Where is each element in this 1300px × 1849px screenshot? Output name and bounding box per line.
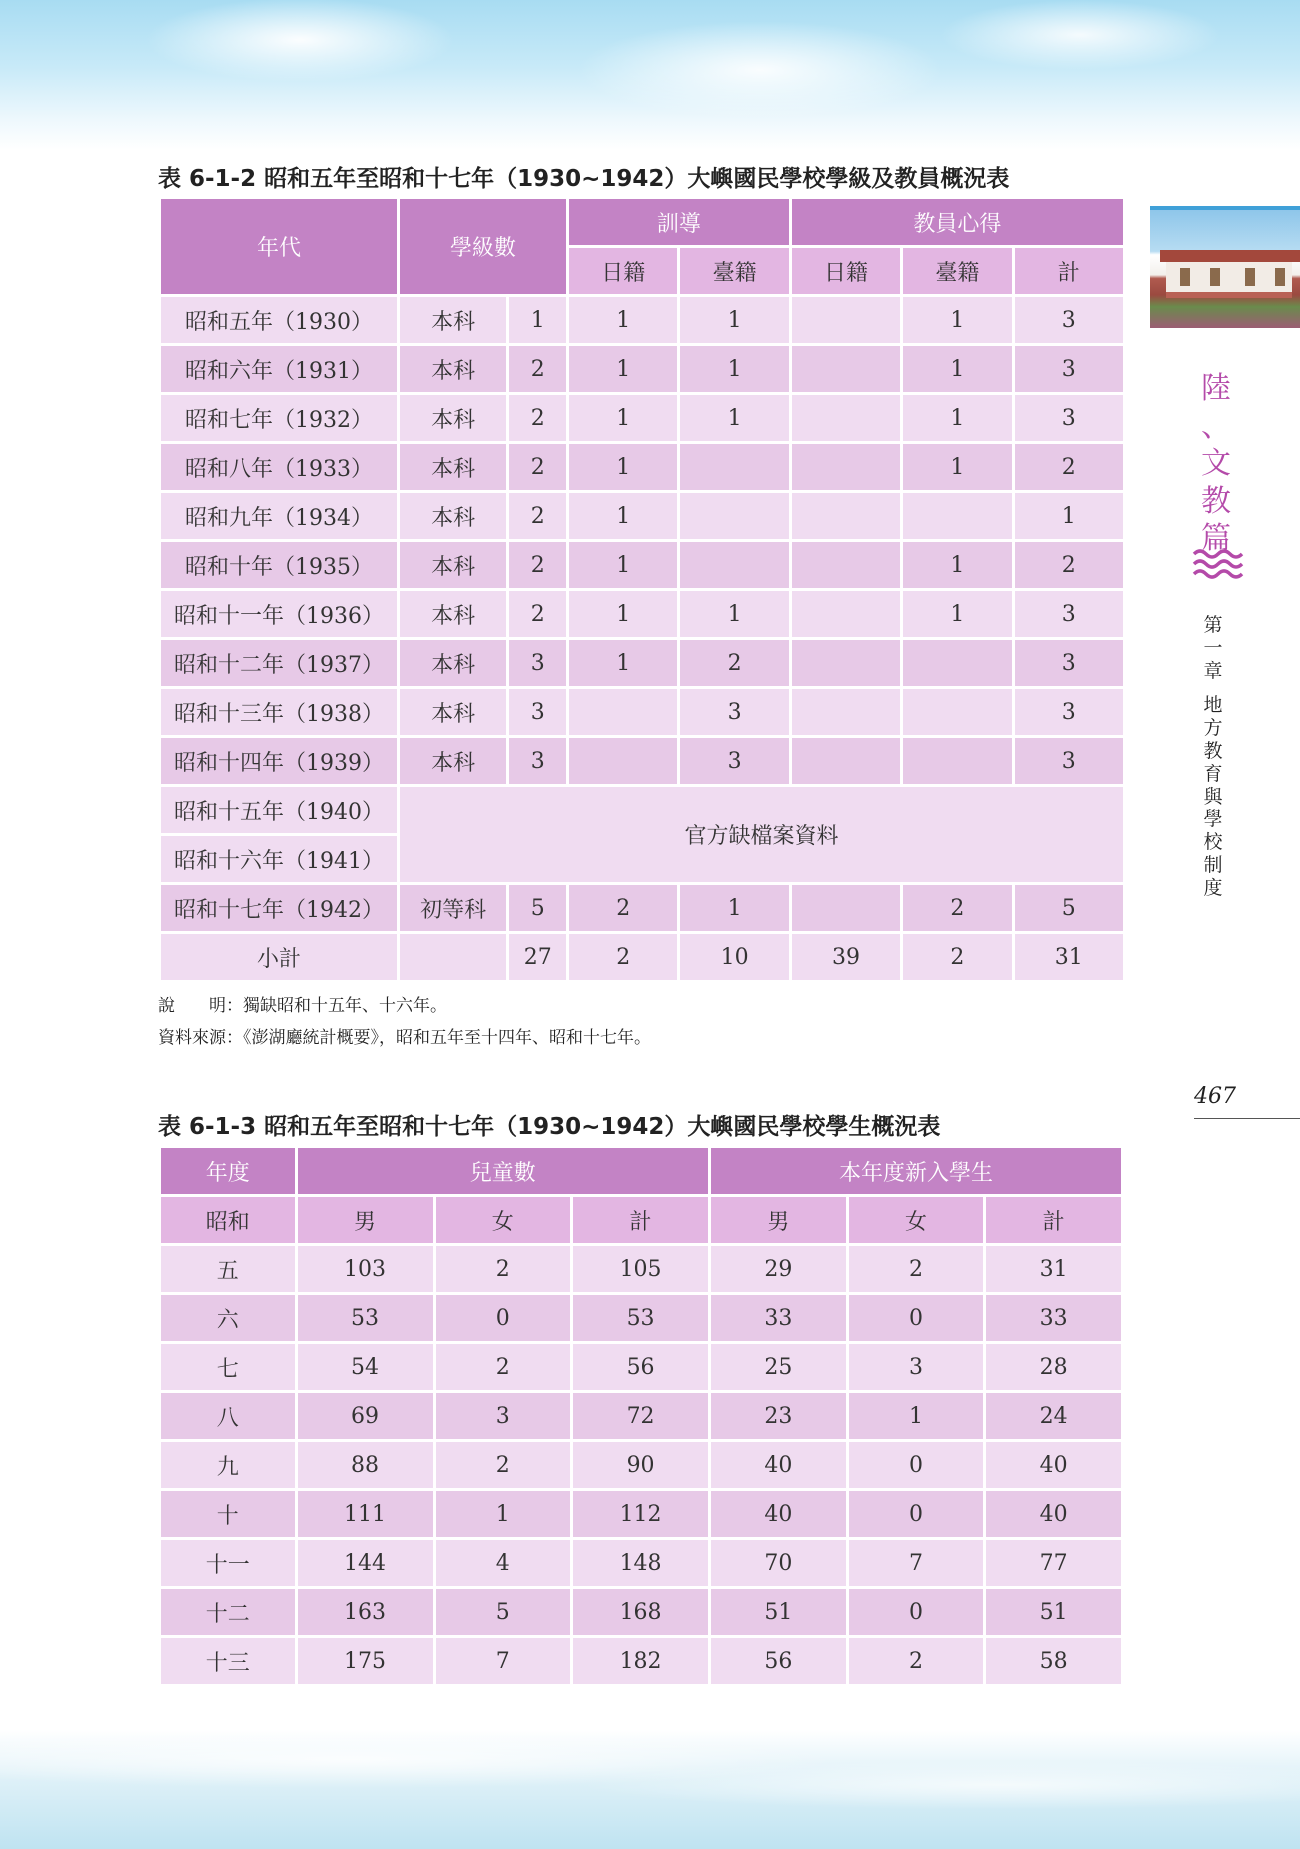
school-building-photo [1150,206,1300,328]
cell-year: 昭和十五年（1940） [161,787,397,833]
cell-heart-jp [792,542,900,588]
cell-classes: 2 [509,591,566,637]
cell-new-male: 29 [711,1246,846,1292]
chapter-char: 制 [1203,853,1223,876]
cell-children-female: 1 [436,1491,571,1537]
part-title [1196,370,1236,558]
cell-total: 3 [1015,640,1123,686]
cell-heart-tw [903,738,1011,784]
page-number: 467 [1194,1084,1236,1109]
table2-students [158,1145,1124,1687]
cell-classes: 1 [509,297,566,343]
cell-new-male: 25 [711,1344,846,1390]
header-new-students: 本年度新入學生 [711,1148,1121,1194]
cell-children-total: 105 [573,1246,708,1292]
cell-heart-jp [792,689,900,735]
table-row [161,346,1123,392]
table-row [161,1589,1121,1635]
cell-new-male: 56 [711,1638,846,1684]
cell-children-total: 182 [573,1638,708,1684]
chapter-char: 地 [1203,694,1223,717]
part-title-char: 教 [1201,483,1231,519]
cell-type: 本科 [400,395,506,441]
table-row [161,1344,1121,1390]
table-row [161,1295,1121,1341]
cell-children-female: 2 [436,1442,571,1488]
cell-teaching-jp: 1 [569,640,677,686]
cell-teaching-tw: 1 [680,885,788,931]
cell-heart-tw: 2 [903,885,1011,931]
cell-heart-jp [792,395,900,441]
chapter-char: 教 [1203,739,1223,762]
table-row [161,1491,1121,1537]
header-new-total: 計 [986,1197,1121,1243]
cell-type: 本科 [400,444,506,490]
cell-heart-tw [903,689,1011,735]
part-title-char: 、 [1201,408,1231,444]
cell-teaching-jp: 2 [569,885,677,931]
header-teaching-japanese: 日籍 [569,248,677,294]
header-total: 計 [1015,248,1123,294]
cell-total: 3 [1015,738,1123,784]
cell-new-total: 33 [986,1295,1121,1341]
sea-banner [0,1730,1300,1849]
cell-total: 3 [1015,297,1123,343]
cell-heart-tw: 1 [903,346,1011,392]
cell-children-female: 5 [436,1589,571,1635]
cell-children-female: 2 [436,1344,571,1390]
cell-teaching-jp: 1 [569,444,677,490]
cell-children-total: 112 [573,1491,708,1537]
cell-year: 昭和六年（1931） [161,346,397,392]
cell-teaching-jp [569,689,677,735]
cell-children-male: 53 [298,1295,433,1341]
cell-classes: 2 [509,395,566,441]
header-new-female: 女 [849,1197,984,1243]
cell-children-male: 111 [298,1491,433,1537]
cell-teaching-tw: 1 [680,591,788,637]
cell-new-total: 28 [986,1344,1121,1390]
cell-year: 昭和十七年（1942） [161,885,397,931]
chapter-char: 育 [1203,762,1223,785]
cell-teaching-jp: 1 [569,346,677,392]
table-row [161,885,1123,931]
cell-new-female: 2 [849,1638,984,1684]
chapter-char: 學 [1203,808,1223,831]
cell-new-total: 31 [986,1246,1121,1292]
cell-type: 本科 [400,738,506,784]
cell-teaching-tw [680,444,788,490]
cell-children-total: 53 [573,1295,708,1341]
cell-heart-jp [792,297,900,343]
cell-classes: 2 [509,542,566,588]
chapter-char: 與 [1203,785,1223,808]
cell-heart-jp [792,591,900,637]
chapter-char: 一 [1203,636,1223,659]
page-number-rule [1194,1118,1300,1119]
cell-teaching-tw: 1 [680,395,788,441]
chapter-char: 章 [1203,659,1223,682]
cell-new-female: 7 [849,1540,984,1586]
cell-new-female: 1 [849,1393,984,1439]
cell-children-male: 88 [298,1442,433,1488]
header-new-male: 男 [711,1197,846,1243]
cell-new-female: 2 [849,1246,984,1292]
cell-heart-tw: 1 [903,542,1011,588]
table-row [161,1442,1121,1488]
chapter-title [1200,614,1226,900]
cell-year: 五 [161,1246,295,1292]
header-teacher-heart: 教員心得 [792,199,1123,245]
cell-teaching-tw: 2 [680,640,788,686]
cell-heart-jp [792,640,900,686]
cell-teaching-tw: 10 [680,934,788,980]
header-year: 年代 [161,199,397,294]
cell-heart-jp [792,738,900,784]
cell-children-male: 163 [298,1589,433,1635]
cell-year: 昭和十二年（1937） [161,640,397,686]
table1-note: 說 明：獨缺昭和十五年、十六年。 [158,996,447,1016]
cell-total: 5 [1015,885,1123,931]
table-row [161,1246,1121,1292]
table-row [161,1393,1121,1439]
cell-heart-tw: 1 [903,444,1011,490]
table-row [161,1638,1121,1684]
table2-caption: 表 6-1-3 昭和五年至昭和十七年（1930~1942）大嶼國民學校學生概況表 [158,1114,941,1140]
header-year: 年度 [161,1148,295,1194]
table1-caption: 表 6-1-2 昭和五年至昭和十七年（1930~1942）大嶼國民學校學級及教員概況表 [158,166,1010,192]
cell-year: 昭和十四年（1939） [161,738,397,784]
cell-total: 3 [1015,591,1123,637]
sky-banner [0,0,1300,150]
cell-heart-jp [792,346,900,392]
cell-classes: 3 [509,689,566,735]
cell-new-female: 0 [849,1589,984,1635]
header-children: 兒童數 [298,1148,708,1194]
cell-year: 昭和十六年（1941） [161,836,397,882]
cell-year: 十 [161,1491,295,1537]
cell-children-male: 144 [298,1540,433,1586]
cell-year: 昭和八年（1933） [161,444,397,490]
cell-type: 初等科 [400,885,506,931]
cell-classes: 5 [509,885,566,931]
cell-children-female: 0 [436,1295,571,1341]
cell-teaching-tw: 3 [680,738,788,784]
chapter-char: 方 [1203,717,1223,740]
cell-new-male: 33 [711,1295,846,1341]
header-classes: 學級數 [400,199,566,294]
cell-teaching-tw [680,542,788,588]
header-era: 昭和 [161,1197,295,1243]
cell-total: 3 [1015,346,1123,392]
cell-children-female: 7 [436,1638,571,1684]
cell-classes: 3 [509,738,566,784]
cell-children-female: 4 [436,1540,571,1586]
cell-total: 2 [1015,444,1123,490]
cell-year: 昭和七年（1932） [161,395,397,441]
cell-heart-tw: 1 [903,297,1011,343]
cell-heart-jp [792,885,900,931]
cell-new-total: 24 [986,1393,1121,1439]
cell-children-male: 103 [298,1246,433,1292]
cell-classes: 2 [509,444,566,490]
cell-children-male: 54 [298,1344,433,1390]
cell-type: 本科 [400,493,506,539]
cell-year: 九 [161,1442,295,1488]
subtotal-label: 小計 [161,934,397,980]
cell-children-total: 90 [573,1442,708,1488]
cell-children-total: 168 [573,1589,708,1635]
cell-teaching-jp [569,738,677,784]
table-row [161,787,1123,833]
cell-children-male: 69 [298,1393,433,1439]
cell-new-female: 3 [849,1344,984,1390]
cell-new-total: 77 [986,1540,1121,1586]
cell-heart-tw: 2 [903,934,1011,980]
cell-new-male: 23 [711,1393,846,1439]
cell-classes: 2 [509,346,566,392]
cell-type: 本科 [400,297,506,343]
cell-year: 十三 [161,1638,295,1684]
cell-teaching-tw: 1 [680,297,788,343]
table-row [161,689,1123,735]
table-row [161,591,1123,637]
header-children-male: 男 [298,1197,433,1243]
cell-children-total: 72 [573,1393,708,1439]
cell-teaching-jp: 1 [569,395,677,441]
cell-new-female: 0 [849,1442,984,1488]
table-row [161,542,1123,588]
cell-year: 十二 [161,1589,295,1635]
cell-year: 十一 [161,1540,295,1586]
cell-new-total: 40 [986,1491,1121,1537]
table1-source: 資料來源：《澎湖廳統計概要》，昭和五年至十四年、昭和十七年。 [158,1028,651,1048]
cell-classes: 3 [509,640,566,686]
subtotal-row [161,934,1123,980]
cell-type: 本科 [400,542,506,588]
cell-year: 七 [161,1344,295,1390]
cell-total: 2 [1015,542,1123,588]
part-title-char: 篇 [1201,521,1231,556]
cell-children-female: 2 [436,1246,571,1292]
cell-teaching-tw: 3 [680,689,788,735]
table-row [161,297,1123,343]
cell-new-total: 58 [986,1638,1121,1684]
cell-total: 3 [1015,395,1123,441]
cell-children-total: 148 [573,1540,708,1586]
cell-heart-jp: 39 [792,934,900,980]
table-row [161,444,1123,490]
missing-data-note: 官方缺檔案資料 [400,787,1123,882]
header-teaching: 訓導 [569,199,789,245]
cell-new-total: 40 [986,1442,1121,1488]
chapter-char: 度 [1203,876,1223,899]
cell-teaching-jp: 1 [569,493,677,539]
cell-year: 昭和十一年（1936） [161,591,397,637]
table1-classes-teachers [158,196,1126,983]
cell-heart-tw [903,493,1011,539]
cell-teaching-jp: 2 [569,934,677,980]
cell-classes: 2 [509,493,566,539]
table-row [161,493,1123,539]
cell-teaching-jp: 1 [569,591,677,637]
cell-year: 昭和五年（1930） [161,297,397,343]
chapter-char: 校 [1203,831,1223,854]
cell-total: 3 [1015,689,1123,735]
cell-teaching-tw [680,493,788,539]
cell-heart-tw: 1 [903,395,1011,441]
cell-heart-tw: 1 [903,591,1011,637]
wave-decoration-icon [1192,548,1244,584]
chapter-char: 第 [1203,614,1223,636]
cell-year: 昭和十三年（1938） [161,689,397,735]
cell-new-female: 0 [849,1491,984,1537]
cell-new-female: 0 [849,1295,984,1341]
cell-classes: 27 [509,934,566,980]
part-title-char: 陸 [1201,371,1231,406]
cell-children-female: 3 [436,1393,571,1439]
part-title-char: 文 [1201,446,1231,481]
cell-teaching-tw: 1 [680,346,788,392]
cell-children-male: 175 [298,1638,433,1684]
cell-year: 昭和十年（1935） [161,542,397,588]
cell-heart-jp [792,493,900,539]
cell-year: 六 [161,1295,295,1341]
cell-teaching-jp: 1 [569,297,677,343]
table-row [161,640,1123,686]
cell-new-male: 70 [711,1540,846,1586]
header-heart-taiwanese: 臺籍 [903,248,1011,294]
cell-total: 1 [1015,493,1123,539]
table-row [161,395,1123,441]
cell-year: 昭和九年（1934） [161,493,397,539]
cell-new-male: 51 [711,1589,846,1635]
cell-new-male: 40 [711,1442,846,1488]
header-children-total: 計 [573,1197,708,1243]
cell-new-total: 51 [986,1589,1121,1635]
cell-new-male: 40 [711,1491,846,1537]
header-children-female: 女 [436,1197,571,1243]
table-row [161,738,1123,784]
cell-heart-jp [792,444,900,490]
cell-total: 31 [1015,934,1123,980]
cell-type [400,934,506,980]
cell-type: 本科 [400,640,506,686]
cell-type: 本科 [400,591,506,637]
cell-type: 本科 [400,346,506,392]
header-teaching-taiwanese: 臺籍 [680,248,788,294]
table-row [161,1540,1121,1586]
cell-type: 本科 [400,689,506,735]
cell-heart-tw [903,640,1011,686]
cell-children-total: 56 [573,1344,708,1390]
cell-year: 八 [161,1393,295,1439]
cell-teaching-jp: 1 [569,542,677,588]
header-heart-japanese: 日籍 [792,248,900,294]
